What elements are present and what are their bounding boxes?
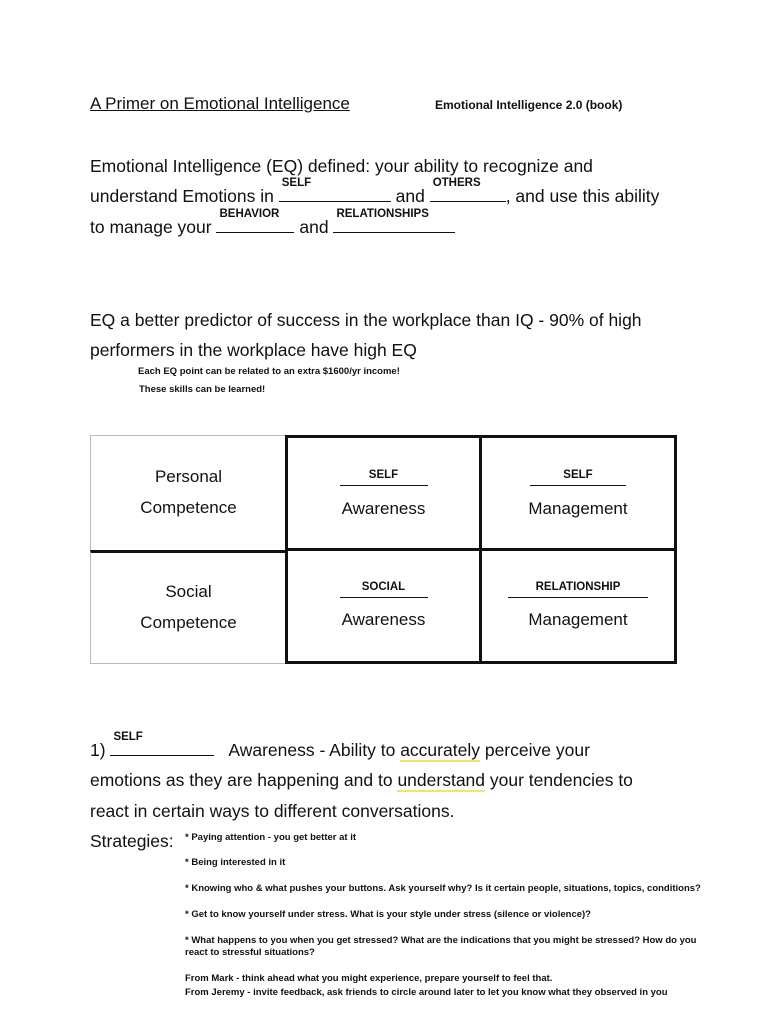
awareness-label: Awareness	[341, 499, 426, 518]
fill-others: OTHERS	[432, 177, 481, 189]
competence-label: Competence	[140, 613, 237, 632]
strategy-item: * Paying attention - you get better at it	[185, 832, 357, 843]
definition-line-2	[90, 177, 660, 207]
strategy-item: * Knowing who & what pushes your buttons. Ask yourself why? Is it certain people, situations, topics, conditions?	[185, 883, 701, 894]
fill-self: SELF	[281, 177, 312, 189]
highlight-accurately: accurately	[400, 740, 480, 760]
book-reference: Emotional Intelligence 2.0 (book)	[435, 98, 623, 112]
fill-section-1: SELF	[113, 731, 143, 743]
section-number: 1)	[90, 740, 106, 760]
relationship-management-cell	[482, 551, 674, 661]
strategy-item: * Being interested in it	[185, 857, 286, 868]
strategy-item: * Get to know yourself under stress. What is your style under stress (silence or violence)?	[185, 909, 591, 920]
blank-self-awareness	[340, 471, 428, 486]
section-1-line-3: react in certain ways to different conversations.	[90, 801, 455, 821]
definition-line-1: Emotional Intelligence (EQ) defined: your ability to recognize and	[90, 156, 593, 176]
fill-behavior: BEHAVIOR	[219, 208, 280, 220]
section-text: emotions as they are happening and to	[90, 770, 393, 790]
fill-relationship-management: RELATIONSHIP	[535, 581, 621, 593]
blank-self-management	[530, 471, 626, 486]
definition-text: and	[299, 217, 329, 237]
definition-text: to manage your	[90, 217, 212, 237]
blank-relationship-management	[508, 583, 648, 598]
definition-text: , and use this ability	[505, 186, 660, 206]
definition-text: and	[395, 186, 425, 206]
strategies-label: Strategies:	[90, 831, 174, 851]
note-learnable: These skills can be learned!	[139, 384, 266, 395]
self-management-cell	[482, 438, 674, 548]
definition-line-3	[90, 208, 455, 238]
note-income: Each EQ point can be related to an extra $1600/yr income!	[138, 366, 400, 377]
fill-social-awareness: SOCIAL	[361, 581, 406, 593]
management-label: Management	[528, 499, 628, 518]
predictor-line-2: performers in the workplace have high EQ	[90, 340, 417, 360]
self-awareness-cell	[288, 438, 479, 548]
strategy-item: From Mark - think ahead what you might experience, prepare yourself to feel that.	[185, 973, 553, 984]
social-awareness-cell	[288, 551, 479, 661]
section-text: perceive your	[484, 740, 590, 760]
blank-social-awareness	[340, 583, 428, 598]
blank-behavior	[216, 208, 294, 233]
strategy-item: * What happens to you when you get stressed? What are the indications that you might be stressed? How do you	[185, 935, 697, 946]
highlight-understand: understand	[397, 770, 486, 790]
section-1-line-1	[90, 731, 590, 761]
page-title: A Primer on Emotional Intelligence	[90, 94, 350, 113]
blank-relationships	[333, 208, 455, 233]
fill-relationships: RELATIONSHIPS	[336, 208, 429, 220]
personal-competence-cell	[90, 435, 286, 550]
definition-text: understand Emotions in	[90, 186, 274, 206]
social-label: Social	[165, 582, 212, 601]
personal-label: Personal	[154, 467, 223, 486]
social-competence-cell	[90, 550, 286, 664]
management-label: Management	[528, 610, 628, 629]
section-text: your tendencies to	[489, 770, 633, 790]
fill-self-management: SELF	[563, 469, 593, 481]
competence-label: Competence	[140, 498, 237, 517]
fill-self-awareness: SELF	[368, 469, 399, 481]
predictor-line-1: EQ a better predictor of success in the workplace than IQ - 90% of high	[90, 310, 642, 330]
strategy-item: react to stressful situations?	[185, 947, 315, 958]
strategy-item: From Jeremy - invite feedback, ask friends to circle around later to let you know what they observed in you	[185, 987, 668, 998]
blank-section-1	[110, 731, 214, 756]
blank-others	[430, 177, 506, 202]
blank-self	[279, 177, 391, 202]
awareness-label: Awareness	[341, 610, 426, 629]
competence-grid	[90, 435, 677, 664]
section-text: Awareness - Ability to	[228, 740, 396, 760]
section-1-line-2	[90, 770, 633, 791]
